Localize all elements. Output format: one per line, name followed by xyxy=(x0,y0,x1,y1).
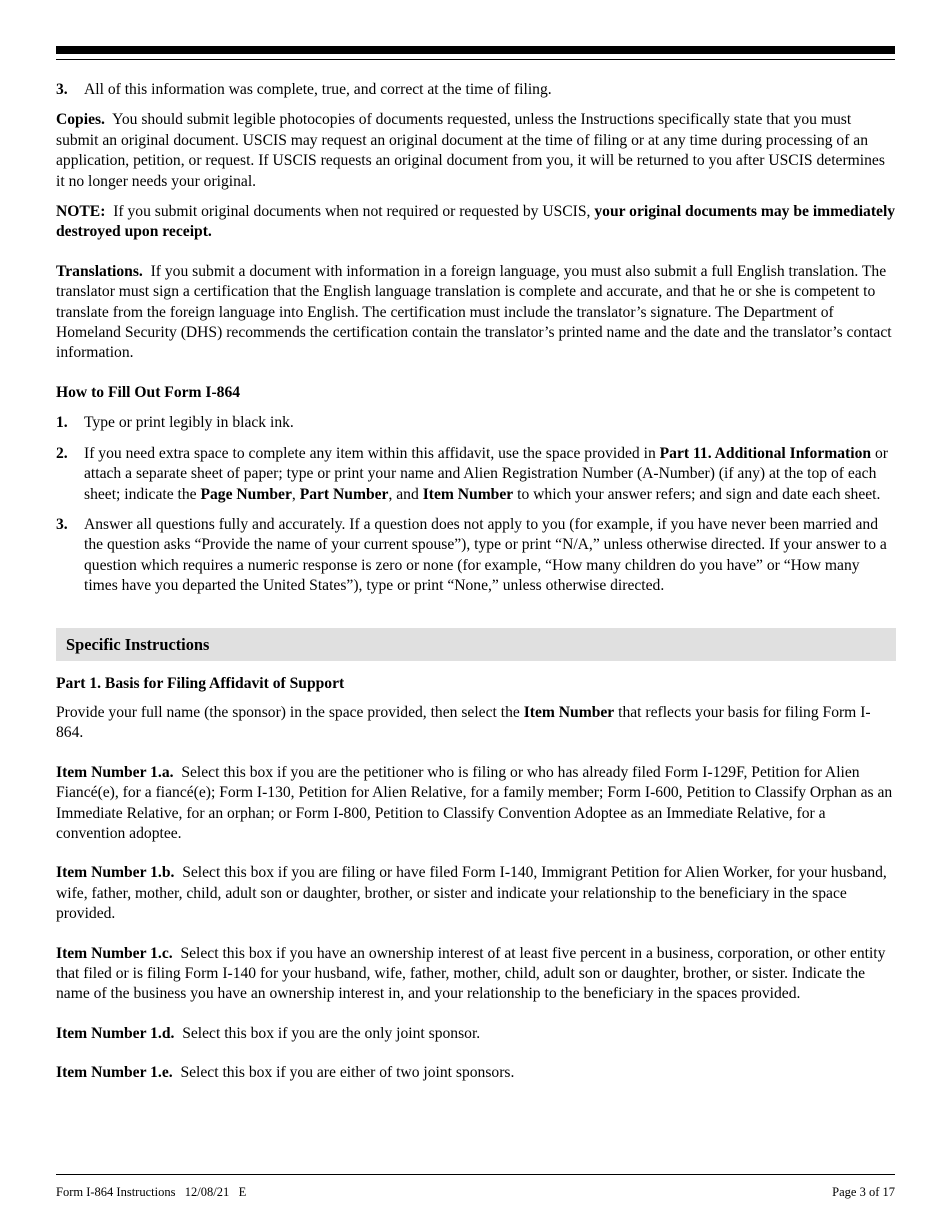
footer-rule xyxy=(56,1174,895,1175)
bold-run: Part Number xyxy=(299,485,389,503)
part1-intro xyxy=(56,703,896,744)
item-1c-text: Select this box if you have an ownership interest of at least five percent in a business, corporation, or other entity that filed or is filing Form I-140 for your husband, wife, father, mother, child, adult son or daughter, brother, or sister. Indicate the name of the business you have an ownership interest in, and your relationship to the beneficiary in the spaces provided. xyxy=(56,944,886,1003)
text-run: If you need extra space to complete any item within this affidavit, use the space provided in xyxy=(84,444,656,462)
item-1a-label: Item Number 1.a. xyxy=(56,763,174,781)
page-content xyxy=(56,80,896,1084)
translations-text: If you submit a document with information in a foreign language, you must also submit a full English translation. The translator must sign a certification that the English language translation is complete and accurate, and that he or she is competent to translate from the foreign language into English. The certification must include the translator’s signature. The Department of Homeland Security (DHS) recommends the certification contain the translator’s printed name and the date and the translator’s contact information. xyxy=(56,262,892,362)
item-text: Answer all questions fully and accurately. If a question does not apply to you (for example, if you have never been married and the question asks “Provide the name of your current spouse”), type or print “N/A,” unless otherwise directed. If your answer to a question which requires a numeric response is zero or none (for example, “How many children do you have” or “How many times have you departed the United States”), type or print “None,” unless otherwise directed. xyxy=(84,515,887,595)
item-1d-label: Item Number 1.d. xyxy=(56,1024,175,1042)
text-run: , xyxy=(291,485,296,503)
item-1d-text: Select this box if you are the only joint sponsor. xyxy=(182,1024,481,1042)
translations-label: Translations. xyxy=(56,262,143,280)
footer-page-number: Page 3 of 17 xyxy=(832,1185,895,1199)
footer-form-id: Form I-864 Instructions 12/08/21 E xyxy=(56,1185,247,1199)
specific-instructions-bar: Specific Instructions xyxy=(56,628,896,661)
item-1e-label: Item Number 1.e. xyxy=(56,1064,173,1082)
item-number: 3. xyxy=(56,81,68,98)
note-bold-text: your original documents may be immediately destroyed upon receipt. xyxy=(56,203,896,241)
item-text xyxy=(84,444,896,505)
item-1c-paragraph xyxy=(56,944,896,1005)
bold-run: Page Number xyxy=(200,485,292,503)
item-1a-text: Select this box if you are the petitioner who is filing or who has already filed Form I-129F, Petition for Alien Fiancé(e), for a fiancé(e); Form I-130, Petition for Alien Relative, for a family member; Form I-600, Petition to Classify Orphan as an Immediate Relative, for an orphan; or Form I-800, Petition to Classify Convention Adoptee as an Immediate Relative, for a convention adoptee. xyxy=(56,763,893,842)
item-number: 3. xyxy=(56,515,68,533)
item-number: 1. xyxy=(56,414,68,432)
translations-paragraph xyxy=(56,262,896,364)
item-1c-label: Item Number 1.c. xyxy=(56,944,173,962)
text-run: that reflects your basis for filing Form I-864. xyxy=(56,703,871,742)
howto-item-1 xyxy=(56,413,896,433)
note-paragraph xyxy=(56,202,896,243)
item-number: 2. xyxy=(56,444,68,462)
item-1b-text: Select this box if you are filing or have filed Form I-140, Immigrant Petition for Alien Worker, for your husband, wife, father, mother, child, adult son or daughter, brother, or sister and indicate your relationship to the beneficiary in the space provided. xyxy=(56,864,887,923)
howto-item-3 xyxy=(56,515,896,597)
bold-run: Item Number xyxy=(523,703,615,721)
item-1a-paragraph xyxy=(56,763,896,845)
text-run: , and xyxy=(388,485,419,503)
text-run: to which your answer refers; and sign and date each sheet. xyxy=(517,485,881,503)
item-1d-paragraph xyxy=(56,1024,896,1044)
header-thick-rule xyxy=(56,46,895,54)
text-run: or attach a separate sheet of paper; type or print your name and Alien Registration Number (A-Number) (if any) at the top of each sheet; indicate the xyxy=(84,444,888,503)
item-text: All of this information was complete, true, and correct at the time of filing. xyxy=(84,81,552,98)
note-label: NOTE: xyxy=(56,203,106,221)
item-1b-label: Item Number 1.b. xyxy=(56,864,175,882)
bold-run: Part 11. Additional Information xyxy=(659,444,872,462)
item-text: Type or print legibly in black ink. xyxy=(84,414,294,432)
copies-paragraph xyxy=(56,110,896,192)
header-thin-rule xyxy=(56,59,895,60)
item-1e-text: Select this box if you are either of two joint sponsors. xyxy=(180,1064,515,1082)
item-1b-paragraph xyxy=(56,863,896,924)
text-run: Provide your full name (the sponsor) in the space provided, then select the xyxy=(56,703,520,721)
note-text: If you submit original documents when not required or requested by USCIS, xyxy=(113,203,591,221)
copies-text: You should submit legible photocopies of documents requested, unless the Instructions specifically state that you must submit an original document. USCIS may request an original document at the time of filing or at any time during processing of an application, petition, or request. If USCIS requests an original document from you, it will be returned to you after USCIS determines it no longer needs your original. xyxy=(56,111,885,190)
bold-run: Item Number xyxy=(422,485,514,503)
part1-heading: Part 1. Basis for Filing Affidavit of Support xyxy=(56,674,345,692)
howto-heading: How to Fill Out Form I-864 xyxy=(56,383,241,401)
intro-item-3 xyxy=(56,80,896,100)
howto-item-2 xyxy=(56,444,896,505)
item-1e-paragraph xyxy=(56,1063,896,1083)
copies-label: Copies. xyxy=(56,111,105,129)
